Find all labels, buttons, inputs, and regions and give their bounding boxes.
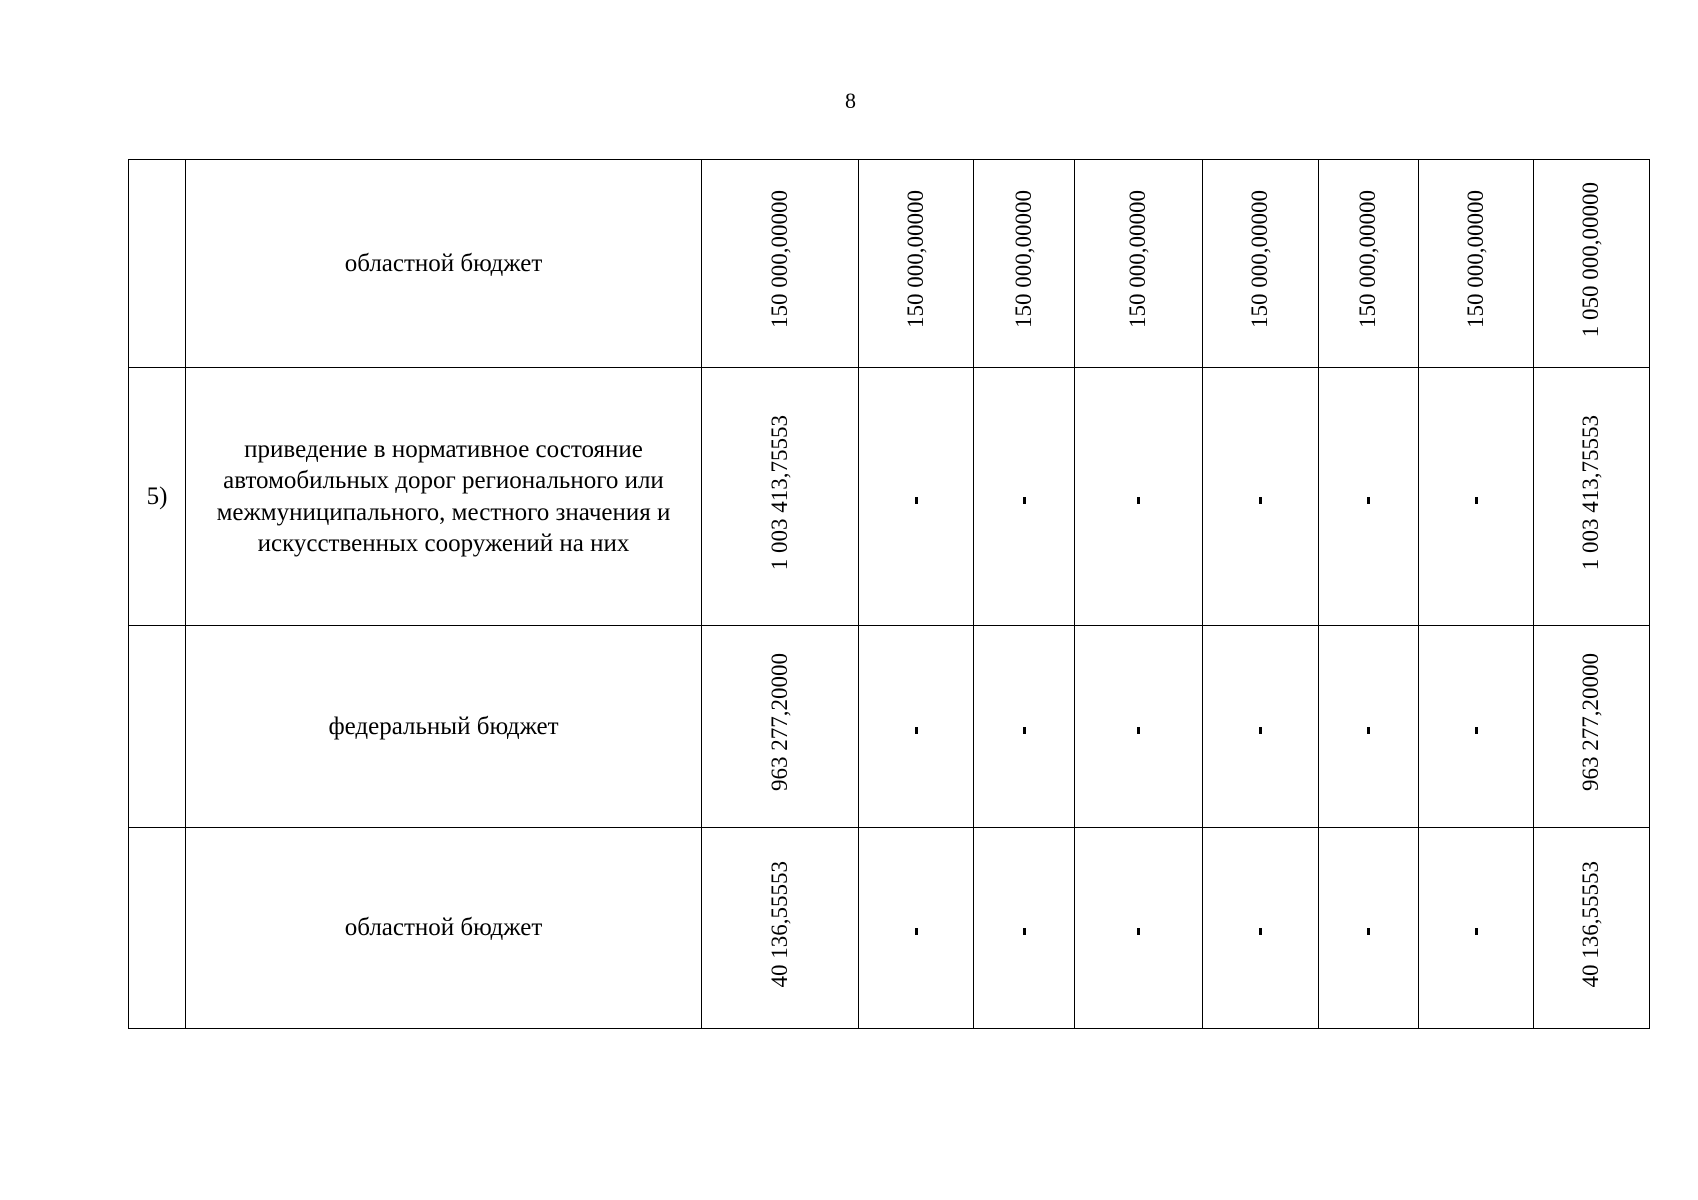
rotated-value: 150 000,00000 (1125, 190, 1151, 329)
rotated-value: 150 000,00000 (902, 190, 928, 329)
dash-mark (1475, 928, 1478, 935)
dash-mark (1475, 727, 1478, 734)
value-cell (702, 828, 859, 1029)
value-cell (1534, 626, 1650, 828)
value-cell (859, 160, 974, 368)
table-row (129, 368, 1650, 626)
empty-value-cell (859, 828, 974, 1029)
table-row (129, 828, 1650, 1029)
dash-mark (1259, 727, 1262, 734)
empty-value-cell (974, 828, 1075, 1029)
dash-mark (1137, 928, 1140, 935)
value-cell (1419, 160, 1534, 368)
value-cell (702, 626, 859, 828)
value-cell (702, 368, 859, 626)
row-name-cell: областной бюджет (186, 160, 702, 368)
rotated-value: 150 000,00000 (1462, 190, 1488, 329)
dash-mark (915, 928, 918, 935)
row-name-cell: областной бюджет (186, 828, 702, 1029)
empty-value-cell (1203, 626, 1319, 828)
dash-mark (915, 497, 918, 504)
row-index-cell (129, 828, 186, 1029)
rotated-value: 963 277,20000 (1578, 653, 1604, 792)
row-name-cell: приведение в нормативное состояние автомобильных дорог регионального или межмуниципального, местного значения и искусственных сооружений на них (186, 368, 702, 626)
value-cell (1075, 160, 1203, 368)
empty-value-cell (1419, 626, 1534, 828)
row-index-cell (129, 160, 186, 368)
row-index-cell: 5) (129, 368, 186, 626)
rotated-value: 150 000,00000 (766, 190, 792, 329)
value-cell (1534, 368, 1650, 626)
empty-value-cell (1319, 626, 1419, 828)
empty-value-cell (859, 368, 974, 626)
empty-value-cell (1203, 368, 1319, 626)
value-cell (1319, 160, 1419, 368)
value-cell (1203, 160, 1319, 368)
empty-value-cell (1075, 626, 1203, 828)
row-index-cell (129, 626, 186, 828)
value-cell (702, 160, 859, 368)
rotated-value: 150 000,00000 (1355, 190, 1381, 329)
rotated-value: 150 000,00000 (1247, 190, 1273, 329)
dash-mark (1367, 497, 1370, 504)
rotated-value: 40 136,55553 (1578, 860, 1604, 988)
dash-mark (1023, 727, 1026, 734)
empty-value-cell (974, 626, 1075, 828)
dash-mark (1259, 928, 1262, 935)
value-cell (1534, 828, 1650, 1029)
row-name-cell: федеральный бюджет (186, 626, 702, 828)
dash-mark (1475, 497, 1478, 504)
dash-mark (1137, 727, 1140, 734)
empty-value-cell (859, 626, 974, 828)
rotated-value: 1 003 413,75553 (1578, 414, 1604, 570)
dash-mark (1137, 497, 1140, 504)
value-cell (1534, 160, 1650, 368)
rotated-value: 1 050 000,00000 (1578, 181, 1604, 337)
empty-value-cell (1419, 368, 1534, 626)
dash-mark (1367, 928, 1370, 935)
empty-value-cell (1203, 828, 1319, 1029)
rotated-value: 963 277,20000 (766, 653, 792, 792)
page-number: 8 (845, 88, 856, 113)
empty-value-cell (1319, 368, 1419, 626)
table-body (129, 160, 1650, 1029)
table-row (129, 626, 1650, 828)
empty-value-cell (1075, 828, 1203, 1029)
dash-mark (1023, 928, 1026, 935)
table-row (129, 160, 1650, 368)
dash-mark (1367, 727, 1370, 734)
dash-mark (1023, 497, 1026, 504)
rotated-value: 40 136,55553 (766, 860, 792, 988)
value-cell (974, 160, 1075, 368)
empty-value-cell (1419, 828, 1534, 1029)
dash-mark (1259, 497, 1262, 504)
rotated-value: 1 003 413,75553 (766, 414, 792, 570)
empty-value-cell (1319, 828, 1419, 1029)
empty-value-cell (974, 368, 1075, 626)
empty-value-cell (1075, 368, 1203, 626)
dash-mark (915, 727, 918, 734)
budget-table (128, 159, 1650, 1029)
rotated-value: 150 000,00000 (1010, 190, 1036, 329)
